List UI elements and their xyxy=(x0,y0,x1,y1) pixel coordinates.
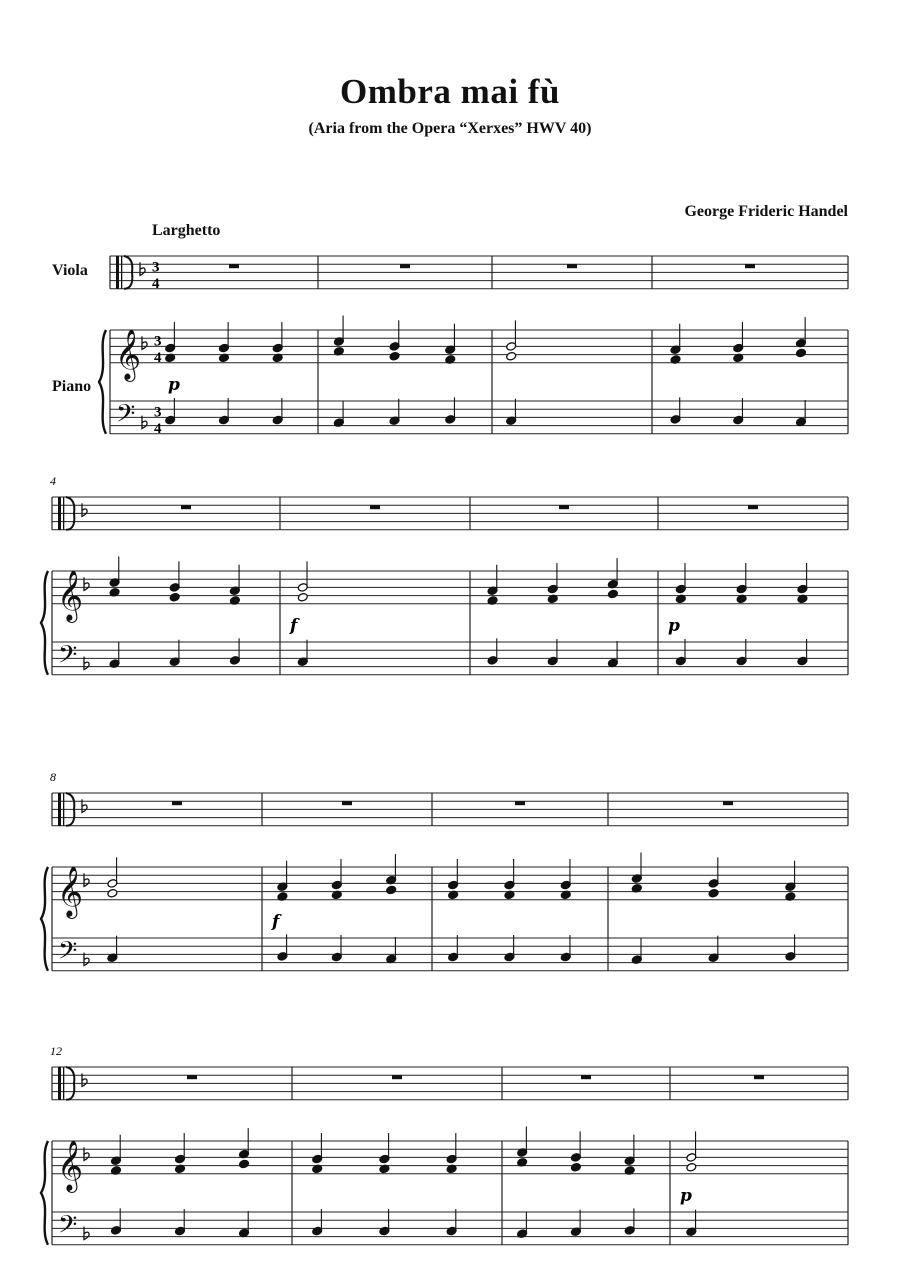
piece-title: Ombra mai fù xyxy=(340,72,560,111)
whole-rest xyxy=(392,1075,402,1079)
whole-rest xyxy=(172,801,182,805)
whole-rest xyxy=(567,264,577,268)
whole-rest xyxy=(229,264,239,268)
time-signature-top: 3 xyxy=(152,259,160,276)
time-signature-top: 3 xyxy=(154,333,162,350)
bar-number: 4 xyxy=(50,474,56,488)
note-head xyxy=(570,1162,581,1172)
whole-rest xyxy=(745,264,755,268)
note-head xyxy=(169,592,180,602)
half-note-head xyxy=(297,592,308,602)
dynamic-marking: p xyxy=(668,615,680,636)
whole-rest xyxy=(370,505,380,509)
alto-clef-icon xyxy=(63,793,64,826)
alto-clef-icon xyxy=(58,1067,61,1100)
note-head xyxy=(386,885,397,895)
alto-clef-icon xyxy=(63,1067,64,1100)
note-head xyxy=(239,1159,250,1169)
piano-brace xyxy=(41,571,48,675)
whole-rest xyxy=(748,505,758,509)
piano-brace xyxy=(99,330,106,434)
alto-clef-icon xyxy=(116,256,119,289)
bass-clef-icon: 𝄢 xyxy=(58,1210,78,1246)
bass-clef-icon: 𝄢 xyxy=(116,399,136,435)
piano-brace xyxy=(41,867,48,971)
whole-rest xyxy=(754,1075,764,1079)
alto-clef-icon xyxy=(121,256,122,289)
whole-rest xyxy=(559,505,569,509)
bass-clef-icon: 𝄢 xyxy=(58,640,78,676)
half-note-head xyxy=(107,888,118,898)
note-head xyxy=(389,351,400,361)
treble-clef-icon: 𝄞 xyxy=(57,1139,84,1191)
time-signature-bottom: 4 xyxy=(154,420,162,437)
piece-subtitle: (Aria from the Opera “Xerxes” HWV 40) xyxy=(308,120,592,137)
instrument-label-viola: Viola xyxy=(52,262,88,279)
whole-rest xyxy=(342,801,352,805)
alto-clef-icon xyxy=(58,793,61,826)
time-signature-bottom: 4 xyxy=(152,275,160,292)
time-signature-bottom: 4 xyxy=(154,349,162,366)
dynamic-marking: p xyxy=(168,374,180,395)
whole-rest xyxy=(187,1075,197,1079)
alto-clef-icon xyxy=(63,497,64,530)
note-head xyxy=(795,348,806,358)
note-head xyxy=(708,888,719,898)
time-signature-top: 3 xyxy=(154,404,162,421)
treble-clef-icon: 𝄞 xyxy=(57,865,84,917)
treble-clef-icon: 𝄞 xyxy=(115,328,142,380)
whole-rest xyxy=(181,505,191,509)
composer-name: George Frideric Handel xyxy=(684,203,848,220)
half-note-head xyxy=(686,1162,697,1172)
dynamic-marking: p xyxy=(680,1185,692,1206)
whole-rest xyxy=(515,801,525,805)
dynamic-marking: f xyxy=(272,911,280,932)
bass-clef-icon: 𝄢 xyxy=(58,936,78,972)
instrument-label-piano: Piano xyxy=(52,378,92,395)
dynamic-marking: f xyxy=(290,615,298,636)
treble-clef-icon: 𝄞 xyxy=(57,569,84,621)
whole-rest xyxy=(723,801,733,805)
tempo-marking: Larghetto xyxy=(152,222,221,239)
whole-rest xyxy=(581,1075,591,1079)
bar-number: 8 xyxy=(50,770,56,784)
piano-brace xyxy=(41,1141,48,1245)
bar-number: 12 xyxy=(50,1044,62,1058)
alto-clef-icon xyxy=(58,497,61,530)
whole-rest xyxy=(400,264,410,268)
half-note-head xyxy=(506,351,517,361)
note-head xyxy=(607,589,618,599)
